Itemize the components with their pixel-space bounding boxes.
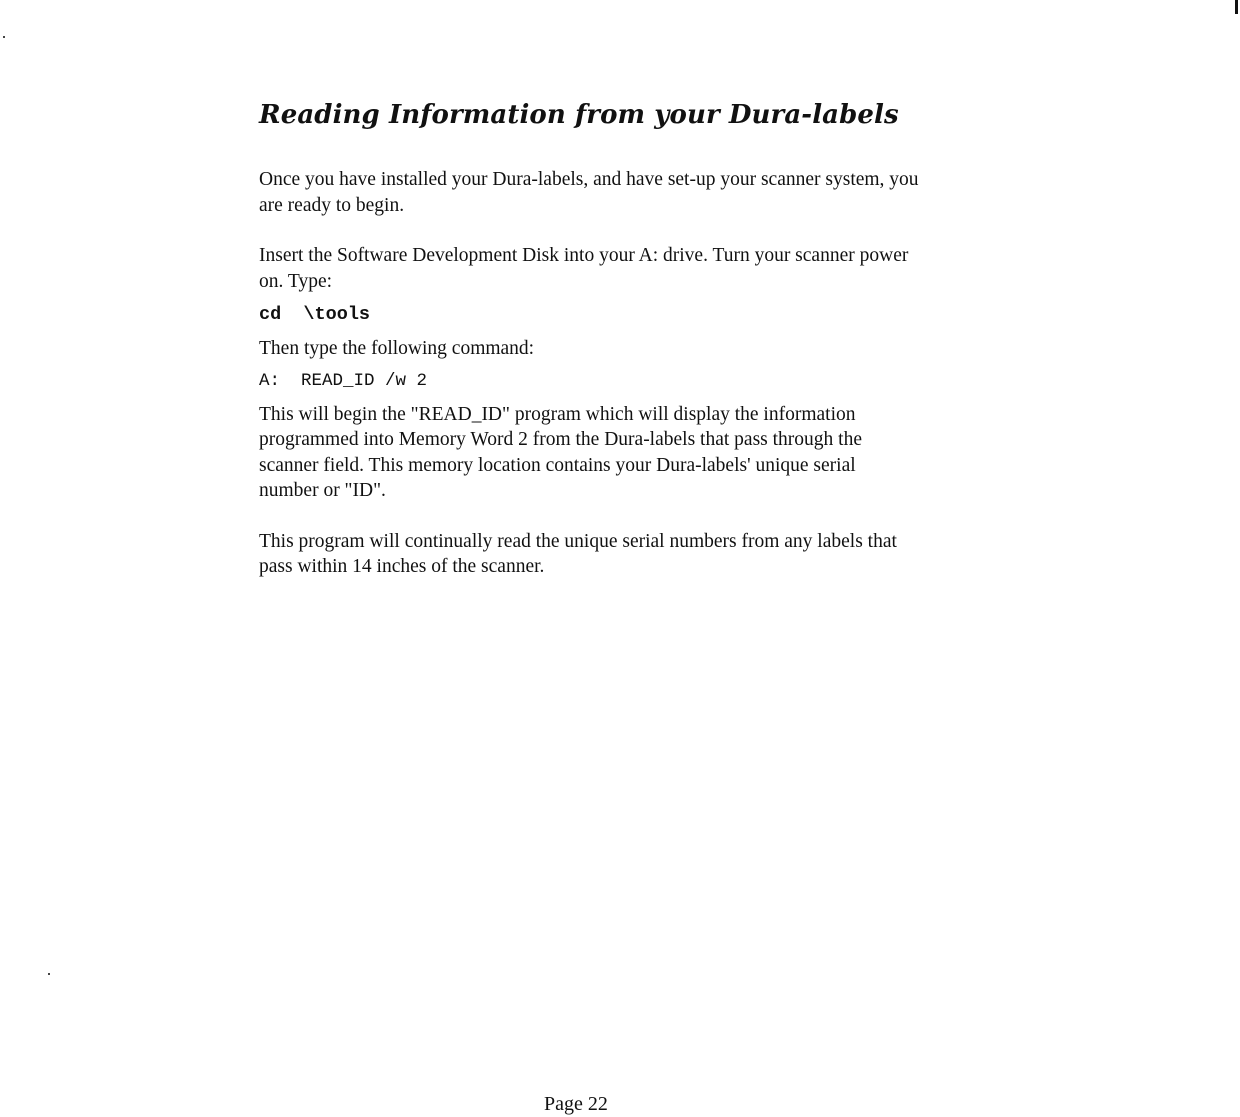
page-number: Page 22 [544, 1093, 608, 1115]
then-type-paragraph: Then type the following command: [259, 338, 535, 359]
read-id-command: A: READ_ID /w 2 [259, 370, 428, 391]
change-directory-command: cd \tools [259, 304, 371, 325]
intro-paragraph: Once you have installed your Dura-labels, and have set-up your scanner system, you are ready to begin. [259, 169, 919, 216]
scan-speck [3, 36, 5, 38]
document-body [259, 97, 919, 580]
insert-disk-paragraph: Insert the Software Development Disk into your A: drive. Turn your scanner power on. Type: [259, 245, 909, 292]
scan-edge-mark [1235, 0, 1238, 14]
page-heading: Reading Information from your Dura-labels [259, 100, 899, 130]
continual-read-paragraph: This program will continually read the unique serial numbers from any labels that pass within 14 inches of the scanner. [259, 530, 897, 577]
explanation-paragraph: This will begin the "READ_ID" program which will display the information programmed into Memory Word 2 from the Dura-labels that pass through the scanner field. This memory location contains your Dura-labels' unique serial number or "ID". [259, 403, 862, 501]
scan-speck [48, 973, 50, 975]
